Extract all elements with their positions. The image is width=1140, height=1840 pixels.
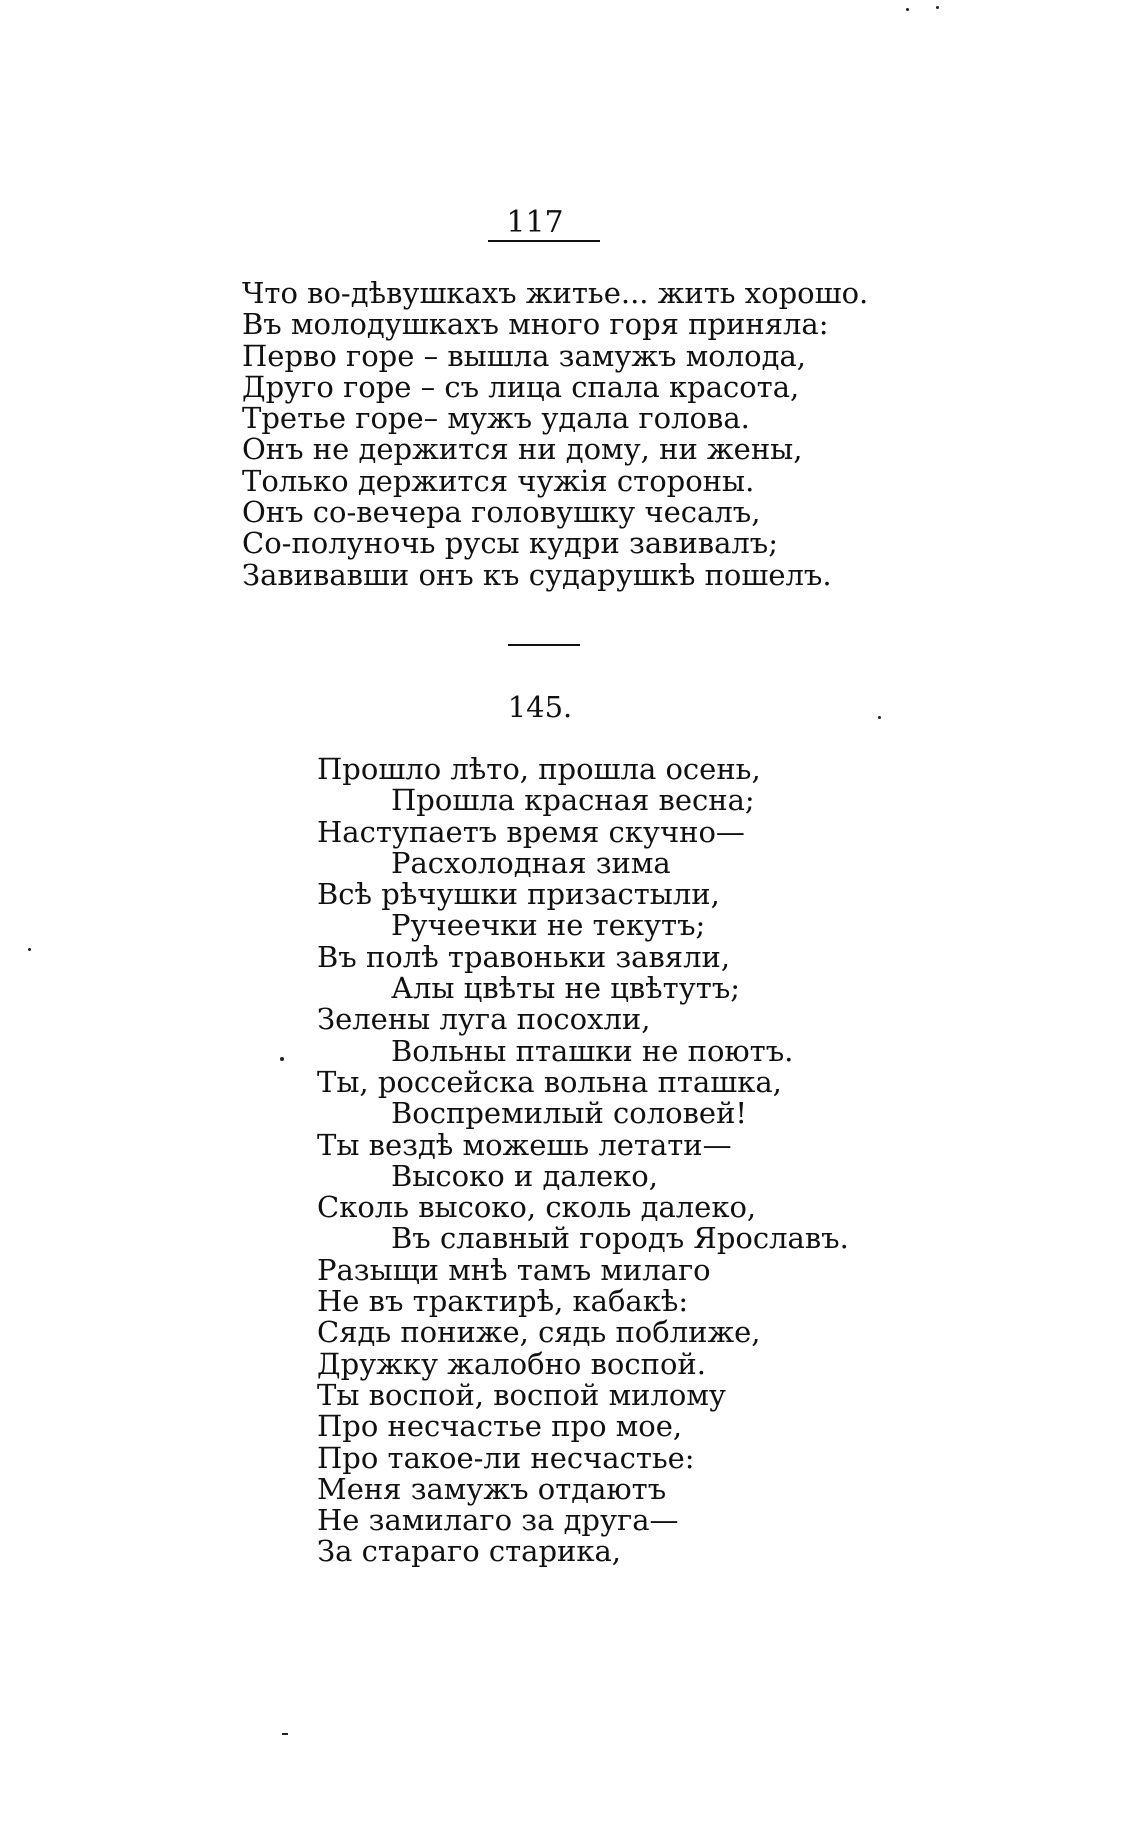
section-number: 145. [507, 690, 573, 724]
verse-line: Онъ не держится ни дому, ни жены, [242, 432, 803, 467]
verse-line: Завивавши онъ къ сударушкѣ пошелъ. [242, 557, 832, 592]
print-speck [282, 1733, 288, 1735]
verse-line: Про несчастье про мое, [317, 1409, 683, 1444]
print-speck [936, 6, 939, 9]
verse-line: Всѣ рѣчушки призастыли, [317, 877, 720, 912]
verse-line: Дружку жалобно воспой. [317, 1346, 706, 1381]
print-speck [906, 8, 909, 11]
verse-line: Въ молодушкахъ много горя приняла: [242, 307, 829, 342]
verse-line: Сколь высоко, сколь далеко, [317, 1190, 757, 1225]
poem-145 [317, 754, 849, 1568]
verse-line-indented: Прошла красная весна; [391, 783, 755, 818]
verse-line: Онъ со-вечера головушку чесалъ, [242, 495, 761, 530]
verse-line-indented: Высоко и далеко, [391, 1158, 658, 1193]
verse-line: Наступаетъ время скучно— [317, 814, 745, 849]
verse-line: Ты воспой, воспой милому [317, 1377, 726, 1412]
verse-line: За стараго старика, [317, 1534, 621, 1569]
page-number-rule [488, 240, 600, 242]
verse-line: Не замилаго за друга— [317, 1503, 679, 1538]
verse-line: Въ полѣ травоньки завяли, [317, 939, 731, 974]
print-speck [28, 948, 31, 951]
verse-line: Не въ трактирѣ, кабакѣ: [317, 1284, 689, 1319]
verse-line: Только держится чужiя стороны. [242, 463, 755, 498]
verse-line: Разыщи мнѣ тамъ милаго [317, 1252, 711, 1287]
verse-line: Зелены луга посохли, [317, 1002, 651, 1037]
verse-line: Прошло лѣто, прошла осень, [317, 752, 761, 786]
verse-line: Ты вездѣ можешь летати— [317, 1127, 732, 1162]
verse-line-indented: Ручеечки не текутъ; [391, 908, 706, 943]
verse-line-indented: Алы цвѣты не цвѣтутъ; [391, 971, 741, 1006]
verse-line-indented: Расхолодная зима [391, 845, 671, 880]
print-speck [280, 1057, 284, 1061]
verse-line-indented: Въ славный городъ Ярославъ. [391, 1221, 849, 1256]
verse-line: Третье горе– мужъ удала голова. [242, 401, 750, 436]
verse-line: Перво горе – вышла замужъ молода, [242, 338, 806, 373]
verse-line: Меня замужъ отдаютъ [317, 1471, 667, 1506]
verse-line-indented: Воспремилый соловей! [391, 1096, 748, 1131]
verse-line-indented: Вольны пташки не поютъ. [391, 1033, 794, 1068]
print-speck [878, 716, 881, 719]
verse-line: Со-полуночь русы кудри завивалъ; [242, 526, 779, 561]
verse-line: Друго горе – съ лица спала красота, [242, 369, 800, 404]
verse-line: Сядь пониже, сядь поближе, [317, 1315, 761, 1350]
poem-117 [242, 278, 868, 591]
verse-line: Ты, россейска вольна пташка, [317, 1064, 782, 1099]
verse-line: Что во-дѣвушкахъ житье... жить хорошо. [242, 276, 869, 310]
page-number: 117 [506, 205, 564, 240]
section-divider [508, 644, 580, 646]
verse-line: Про такое-ли несчастье: [317, 1440, 695, 1475]
